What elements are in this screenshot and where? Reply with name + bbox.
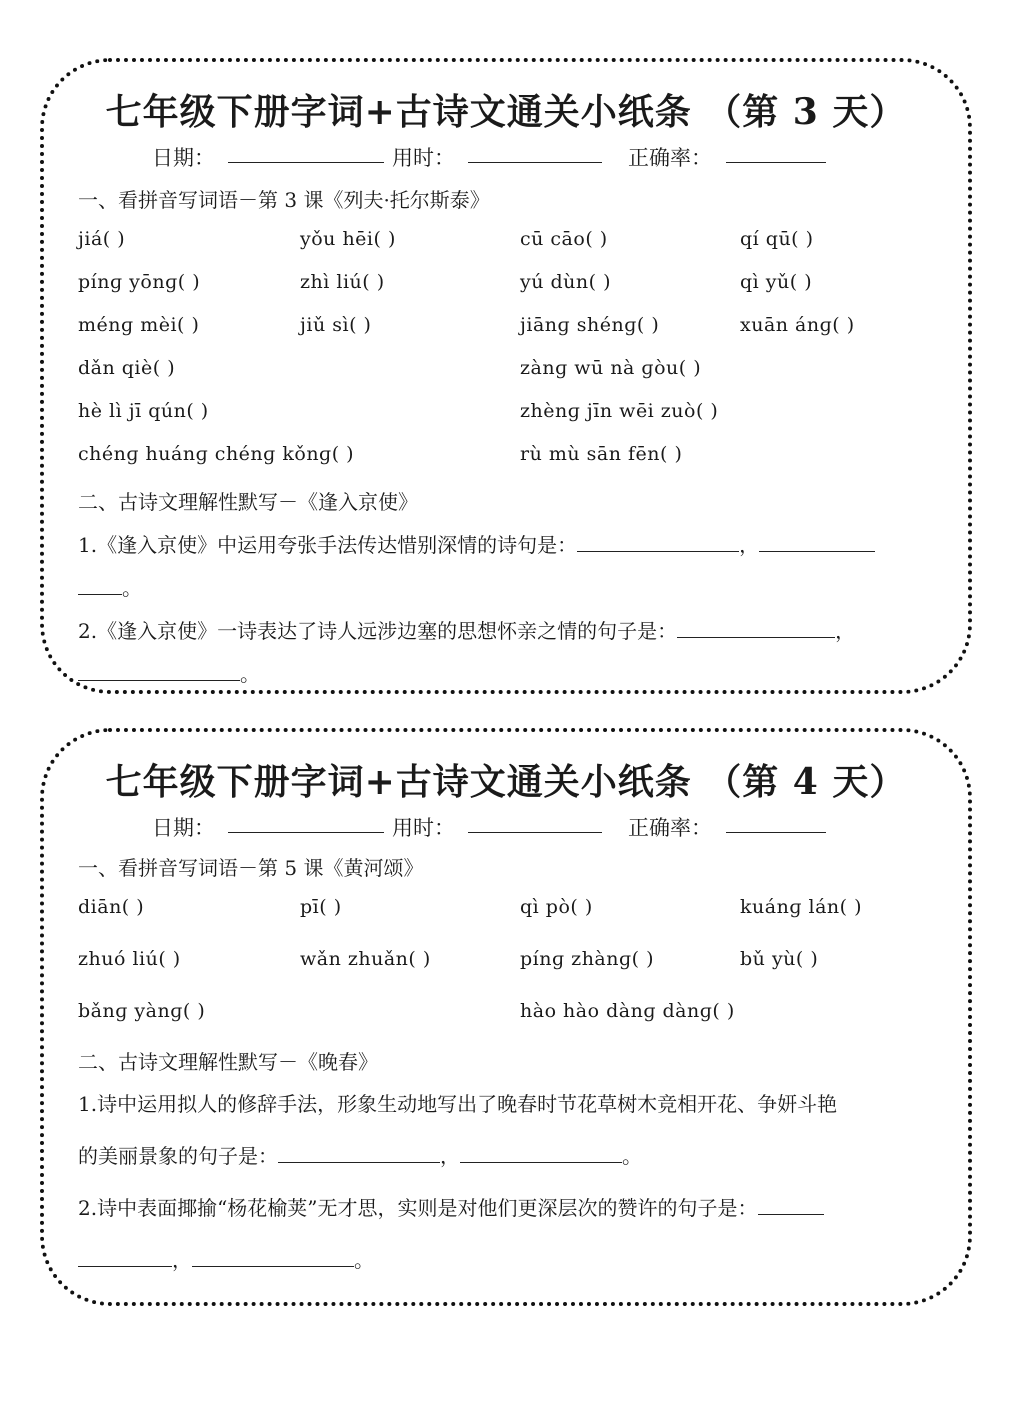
- pinyin-item: qì pò( ): [520, 896, 593, 918]
- rate-blank[interactable]: [726, 142, 826, 163]
- pinyin-item: pínɡ zhànɡ( ): [520, 948, 655, 970]
- question-1: [78, 1088, 940, 1117]
- question-text: 2.诗中表面揶揄“杨花榆荚”无才思，实则是对他们更深层次的赞许的句子是：: [78, 1196, 758, 1220]
- period: 。: [354, 1248, 374, 1272]
- card-title: 七年级下册字词+古诗文通关小纸条 （第 3 天）: [105, 91, 907, 133]
- period: 。: [622, 1144, 642, 1168]
- comma: ，: [739, 533, 760, 557]
- answer-blank[interactable]: [759, 531, 875, 552]
- section-pinyin-heading: 一、看拼音写词语－第 3 课《列夫·托尔斯泰》: [78, 188, 490, 212]
- question-1-cont: [78, 1140, 940, 1169]
- date-blank[interactable]: [228, 142, 384, 163]
- pinyin-item: pī( ): [300, 896, 342, 918]
- pinyin-item: wǎn zhuǎn( ): [300, 948, 431, 970]
- answer-blank[interactable]: [192, 1246, 354, 1267]
- pinyin-item: xuān ánɡ( ): [740, 314, 855, 336]
- pinyin-item: diān( ): [78, 896, 145, 918]
- time-blank[interactable]: [468, 812, 602, 833]
- section-poem-heading: 二、古诗文理解性默写－《逢入京使》: [78, 490, 418, 514]
- pinyin-item: rù mù sān fēn( ): [520, 443, 683, 465]
- answer-blank[interactable]: [78, 660, 240, 681]
- answer-blank[interactable]: [460, 1142, 622, 1163]
- period: 。: [122, 576, 142, 600]
- comma: ，: [440, 1144, 460, 1168]
- worksheet-card-day4: [40, 728, 972, 1306]
- pinyin-item: chénɡ huánɡ chénɡ kǒnɡ( ): [78, 443, 355, 465]
- comma: ，: [172, 1248, 192, 1272]
- pinyin-item: yú dùn( ): [520, 271, 612, 293]
- answer-blank[interactable]: [78, 574, 122, 595]
- pinyin-item: cū cāo( ): [520, 228, 608, 250]
- pinyin-item: jiá( ): [78, 228, 126, 250]
- worksheet-card-day3: [40, 58, 972, 694]
- rate-label: 正确率：: [628, 146, 712, 170]
- question-2-cont: [78, 1244, 940, 1273]
- question-text: 2.《逢入京使》一诗表达了诗人远涉边塞的思想怀亲之情的句子是：: [78, 619, 678, 643]
- answer-blank[interactable]: [577, 531, 739, 552]
- question-text: 1.《逢入京使》中运用夸张手法传达惜别深情的诗句是：: [78, 533, 578, 557]
- answer-blank[interactable]: [278, 1142, 440, 1163]
- question-2: [78, 615, 940, 644]
- rate-label: 正确率：: [628, 816, 712, 840]
- answer-blank[interactable]: [78, 1246, 172, 1267]
- question-2: [78, 1192, 940, 1221]
- pinyin-item: zànɡ wū nà ɡòu( ): [520, 357, 702, 379]
- pinyin-item: qì yǔ( ): [740, 271, 813, 293]
- pinyin-item: hào hào dànɡ dànɡ( ): [520, 1000, 735, 1022]
- pinyin-item: zhì liú( ): [300, 271, 385, 293]
- question-text: 1.诗中运用拟人的修辞手法，形象生动地写出了晚春时节花草树木竞相开花、争妍斗艳: [78, 1092, 838, 1116]
- period: 。: [240, 662, 260, 686]
- pinyin-item: jiǔ sì( ): [300, 314, 372, 336]
- question-1: [78, 529, 940, 558]
- pinyin-item: ménɡ mèi( ): [78, 314, 200, 336]
- date-label: 日期：: [152, 146, 215, 170]
- pinyin-item: bǔ yù( ): [740, 948, 819, 970]
- pinyin-item: jiānɡ shénɡ( ): [520, 314, 660, 336]
- section-poem-heading: 二、古诗文理解性默写－《晚春》: [78, 1050, 378, 1074]
- answer-blank[interactable]: [677, 617, 835, 638]
- date-blank[interactable]: [228, 812, 384, 833]
- time-label: 用时：: [392, 146, 455, 170]
- pinyin-item: pínɡ yōnɡ( ): [78, 271, 201, 293]
- pinyin-item: dǎn qiè( ): [78, 357, 176, 379]
- pinyin-item: hè lì jī qún( ): [78, 400, 209, 422]
- question-2-cont: [78, 658, 940, 687]
- pinyin-item: yǒu hēi( ): [300, 228, 396, 250]
- answer-blank[interactable]: [758, 1194, 824, 1215]
- section-pinyin-heading: 一、看拼音写词语－第 5 课《黄河颂》: [78, 856, 424, 880]
- rate-blank[interactable]: [726, 812, 826, 833]
- question-1-cont: [78, 572, 940, 601]
- time-blank[interactable]: [468, 142, 602, 163]
- comma: ，: [835, 619, 856, 643]
- time-label: 用时：: [392, 816, 455, 840]
- pinyin-item: zhènɡ jīn wēi zuò( ): [520, 400, 719, 422]
- date-label: 日期：: [152, 816, 215, 840]
- pinyin-item: qí qū( ): [740, 228, 814, 250]
- card-title: 七年级下册字词+古诗文通关小纸条 （第 4 天）: [105, 761, 907, 803]
- pinyin-item: bǎnɡ yànɡ( ): [78, 1000, 206, 1022]
- question-text: 的美丽景象的句子是：: [78, 1144, 278, 1168]
- pinyin-item: zhuó liú( ): [78, 948, 181, 970]
- pinyin-item: kuánɡ lán( ): [740, 896, 863, 918]
